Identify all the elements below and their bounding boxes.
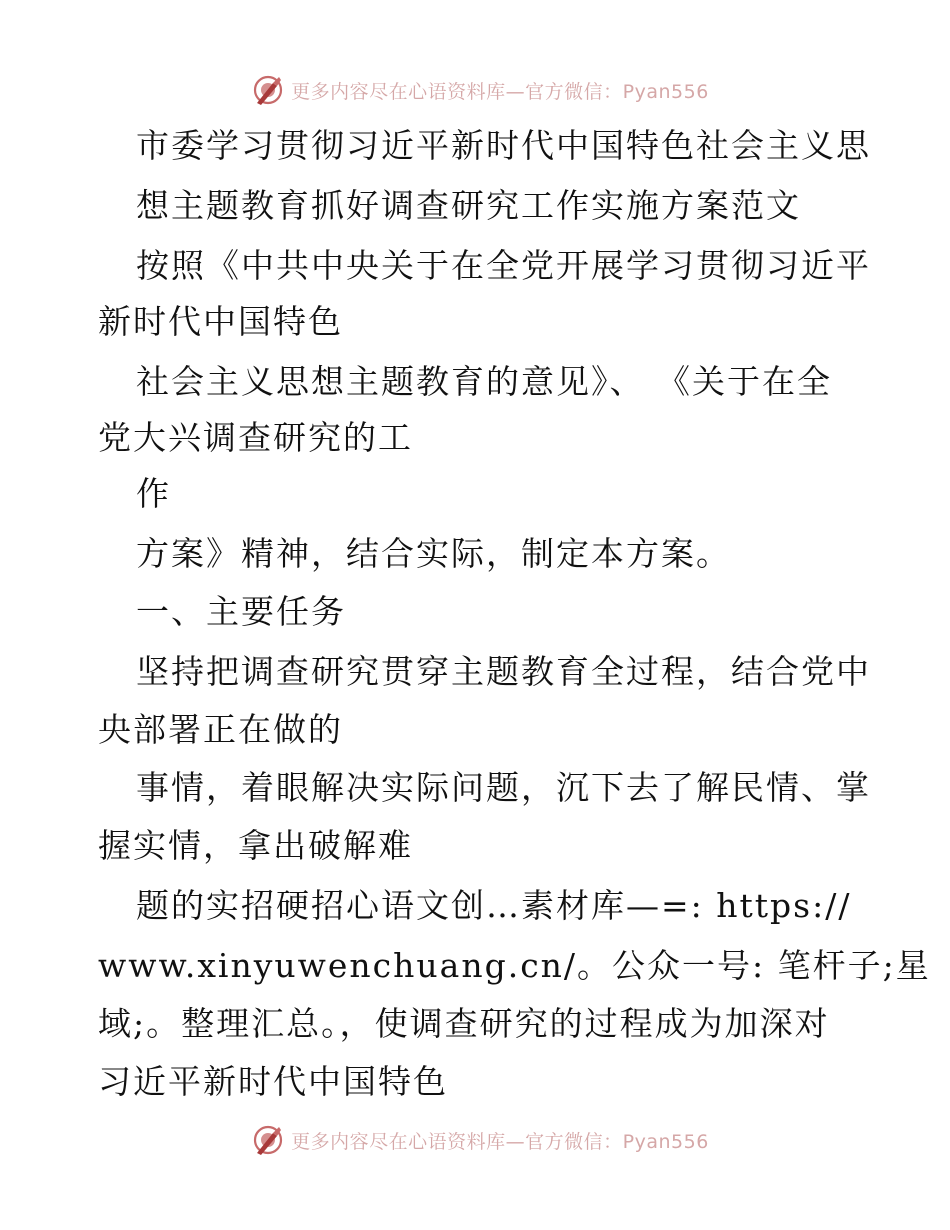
document-title-line-2: 想主题教育抓好调查研究工作实施方案范文 xyxy=(136,186,801,225)
header-banner-text: 更多内容尽在心语资料库—官方微信：Pyan556 xyxy=(291,80,709,103)
pen-logo-icon xyxy=(251,1123,285,1157)
paragraph-line: 按照《中共中央关于在全党开展学习贯彻习近平 xyxy=(136,246,871,285)
paragraph-line: 域;。整理汇总。，使调查研究的过程成为加深对 xyxy=(98,1004,830,1043)
paragraph-line: 社会主义思想主题教育的意见》、 《关于在全 xyxy=(136,362,832,401)
paragraph-line: 坚持把调查研究贯穿主题教育全过程，结合党中 xyxy=(136,652,871,691)
paragraph-line: 事情，着眼解决实际问题，沉下去了解民情、掌 xyxy=(136,768,871,807)
header-banner xyxy=(0,70,950,110)
paragraph-line: 新时代中国特色 xyxy=(98,302,343,341)
footer-banner-text: 更多内容尽在心语资料库—官方微信：Pyan556 xyxy=(291,1130,709,1153)
paragraph-line: 习近平新时代中国特色 xyxy=(98,1062,448,1101)
paragraph-line: 握实情，拿出破解难 xyxy=(98,826,413,865)
paragraph-line: 央部署正在做的 xyxy=(98,710,343,749)
paragraph-line: 作 xyxy=(136,474,171,513)
footer-banner xyxy=(0,1120,950,1160)
section-heading: 一、主要任务 xyxy=(136,592,346,631)
paragraph-line: 党大兴调查研究的工 xyxy=(98,418,413,457)
paragraph-line: 方案》精神，结合实际，制定本方案。 xyxy=(136,534,731,573)
pen-logo-icon xyxy=(251,73,285,107)
document-title-line-1: 市委学习贯彻习近平新时代中国特色社会主义思 xyxy=(136,126,871,165)
paragraph-line: www.xinyuwenchuang.cn/。公众一号: 笔杆子;星 xyxy=(98,946,931,985)
paragraph-line: 题的实招硬招心语文创…素材库—=: https:// xyxy=(136,886,852,925)
